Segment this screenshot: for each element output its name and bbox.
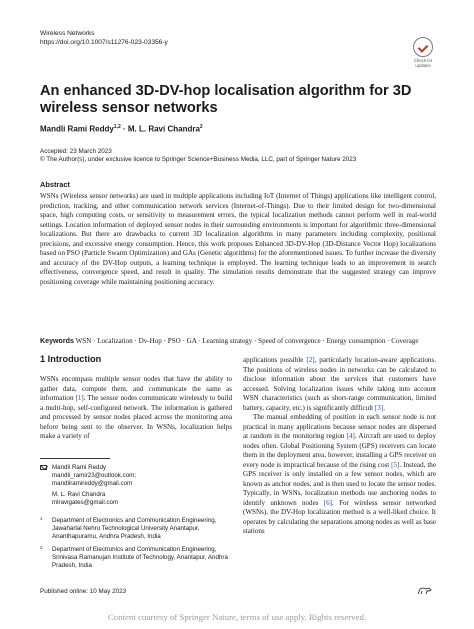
contact-name: Mandli Rami Reddy xyxy=(52,464,106,471)
journal-name: Wireless Networks xyxy=(40,30,95,37)
check-for-updates-badge[interactable] xyxy=(408,37,438,68)
abstract-heading: Abstract xyxy=(40,180,70,189)
published-date: Published online: 10 May 2023 xyxy=(40,588,127,595)
accepted-date: Accepted: 23 March 2023 xyxy=(40,148,112,155)
contact-email[interactable]: mandli_ramir23@outlook.com; xyxy=(52,472,137,480)
affiliation-item xyxy=(40,546,235,570)
author-name[interactable]: M. L. Ravi Chandra xyxy=(127,124,200,134)
section-heading: 1 Introduction xyxy=(40,354,102,364)
paper-title: An enhanced 3D-DV-hop localisation algorithm for 3D wireless sensor networks xyxy=(40,83,412,116)
courtesy-notice: Content courtesy of Springer Nature, terms of use apply. Rights reserved. xyxy=(107,612,367,622)
keywords xyxy=(40,337,436,347)
affiliation-item xyxy=(40,517,235,541)
springer-horse-logo xyxy=(414,586,436,595)
copyright-line: © The Author(s), under exclusive licence to Springer Science+Business Media, LLC, part of Springer Nature 2023 xyxy=(40,156,357,164)
right-column-text xyxy=(243,356,436,537)
author-affiliation-marker: 2 xyxy=(199,124,203,130)
keywords-label: Keywords xyxy=(40,337,74,345)
left-column-text xyxy=(40,375,232,442)
affiliation-text: Department of Electronics and Communication Engineering, Srinivasa Ramanujan Institute of Technology, Anantapur, Andhra Pradesh, India xyxy=(52,546,228,570)
paragraph: applications possible [2], particularly location-aware applications. The positions of wireless nodes in networks can be calculated to disclose information about the services that customers have accessed. Solving localization issues while taking into account WSN characteristics (such as short-range communication, limited battery, capacity, etc.) is significantly difficult [3]. xyxy=(243,356,437,412)
citation-link[interactable]: [5] xyxy=(391,460,400,469)
author-affiliation-marker: 1,2 xyxy=(113,124,121,130)
citation-link[interactable]: [4] xyxy=(346,432,355,440)
contact-email[interactable]: mlravigates@gmail.com xyxy=(52,499,119,507)
doi-link[interactable]: https://doi.org/10.1007/s11276-023-03356-y xyxy=(40,39,168,46)
check-updates-icon xyxy=(413,37,433,57)
envelope-icon xyxy=(40,465,47,470)
citation-link[interactable]: [3] xyxy=(374,403,384,412)
journal-header xyxy=(40,29,168,47)
citation-link[interactable]: [1] xyxy=(75,394,84,402)
paragraph: The manual embedding of position in each sensor node is not practical in many applications because sensor nodes are dispersed at random in the monitoring region [4]. Aircraft are used to deploy nodes often. Global Positioning System (GPS) receivers can locate them in the deployment area, however, installing a GPS receiver on every node is impractical because of the rising cost [5]. Instead, the GPS receiver is only installed on a few sensor nodes, which are known as anchor nodes, and is then used to locate the sensor nodes. Typically, in WSNs, localization methods use anchoring nodes to identify unknown nodes [6]. For wireless sensor networked (WSNs), the DV-Hop localization method is a well-liked choice. It operates by calculating the separations among nodes as well as base stations xyxy=(243,413,436,535)
badge-line1: Check for xyxy=(413,58,433,63)
badge-line2: updates xyxy=(415,63,431,68)
author-separator: · xyxy=(122,124,126,134)
author-name[interactable]: Mandli Rami Reddy xyxy=(40,124,114,134)
citation-link[interactable]: [2] xyxy=(306,356,315,364)
author-line xyxy=(40,124,203,134)
keywords-list: WSN · Localization · Dv-Hop · PSO · GA · Learning strategy · Speed of convergence · Energy consumption · Coverage xyxy=(75,337,419,345)
abstract-text: WSNs (Wireless sensor networks) are used in multiple applications including IoT (Internet of Things) applications like intelligent control, prediction, tracking, and other communication network services (Internet-of-Things). Due to their limited design for two-dimensional space, high computing costs, or sensitivity to measurement errors, the typical localization methods cannot perform well in real-world settings. Location information of deployed sensor nodes in their surrounding environments is important for algorithmic three-dimensional localizations. But there are drawbacks to current 3D localization algorithms in many parameters including complexity, positional precisions, and excessive energy consumption. Hence, this work proposes Enhanced 3D-DV-Hop (3D-Distance Vector Hop) localizations based on PSO (Particle Swarm Optimization) and GAs (Genetic algorithms) for the aforementioned issues. To further increase the diversity and accuracy of the DV-Hop outputs, a learning technique is employed. The learning technique leads to an improvement in search effectiveness, convergence speed, and result in quality. The simulation results demonstrate that the suggested strategy can improve positioning coverage while maintaining positioning accuracy. xyxy=(40,192,436,286)
affiliation-text: Department of Electronics and Communication Engineering, Jawaharlal Nehru Technological University Anantapur, Ananthapuramu, Andhra Pradesh, India xyxy=(52,517,217,541)
affiliations xyxy=(40,517,235,576)
paragraph: WSNs encompass multiple sensor nodes that have the ability to gather data, compute them, and communicate the same as information [1]. The sensor nodes communicate wirelessly to build a multi-hop, self-configured network. The information is gathered and processed by sensor nodes placed across the monitoring area before being sent to the observer. In WSNs, localization helps make a variety of xyxy=(40,375,232,440)
affiliation-number: 1 xyxy=(40,516,43,521)
contact-email[interactable]: mandliramireddy@gmail.com xyxy=(52,480,133,488)
article-meta xyxy=(40,148,356,165)
footnote-divider xyxy=(40,458,110,459)
corresponding-author-block xyxy=(40,464,136,507)
citation-link[interactable]: [6] xyxy=(323,498,333,507)
contact-name: M. L. Ravi Chandra xyxy=(52,491,106,499)
affiliation-number: 2 xyxy=(40,545,43,551)
